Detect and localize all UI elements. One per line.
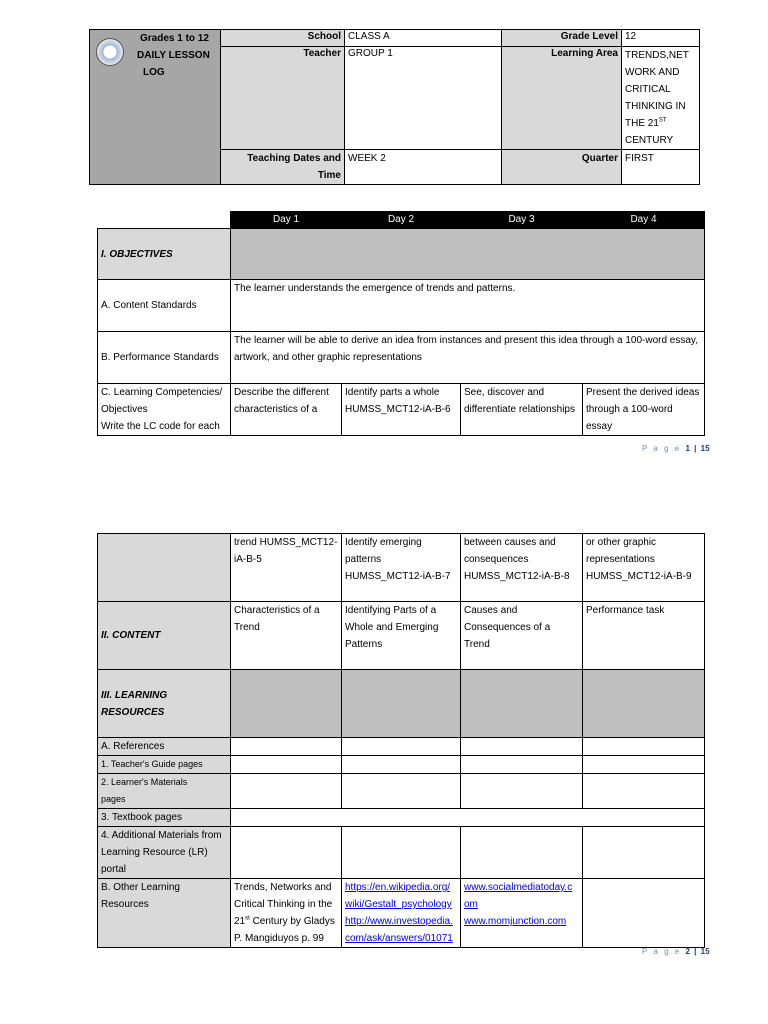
content-standards-text: The learner understands the emergence of trends and patterns.: [231, 280, 705, 332]
page-number-1: P a g e 1 | 15: [642, 444, 710, 453]
content-day-3: Causes and Consequences of a Trend: [461, 602, 583, 670]
learning-competencies-label: C. Learning Competencies/ Objectives Write the LC code for each: [98, 384, 231, 436]
competency-day-1: Describe the different characteristics of a: [231, 384, 342, 436]
competency-day-4: Present the derived ideas through a 100-word essay: [583, 384, 705, 436]
continued-day-3: between causes and consequences HUMSS_MCT12-iA-B-8: [461, 534, 583, 602]
logo-cell: [90, 30, 221, 185]
references-label: A. References: [98, 738, 231, 756]
objectives-heading: I. OBJECTIVES: [98, 229, 231, 280]
performance-standards-label: B. Performance Standards: [98, 332, 231, 384]
teaching-dates-value: WEEK 2: [345, 150, 502, 185]
log-title-1: DAILY LESSON: [137, 50, 210, 61]
resources-day-3: [461, 670, 583, 738]
socialmediatoday-link-cont[interactable]: om: [464, 899, 478, 910]
socialmediatoday-link[interactable]: www.socialmediatoday.c: [464, 882, 573, 893]
day-header-2: Day 2: [342, 212, 461, 229]
other-resources-label: B. Other Learning Resources: [98, 879, 231, 948]
content-day-2: Identifying Parts of a Whole and Emerging Patterns: [342, 602, 461, 670]
resources-day-1: [231, 670, 342, 738]
page-number-2: P a g e 2 | 15: [642, 947, 710, 956]
continued-day-2: Identify emerging patterns HUMSS_MCT12-iA-B-7: [342, 534, 461, 602]
content-day-1: Characteristics of a Trend: [231, 602, 342, 670]
learning-resources-heading: III. LEARNING RESOURCES: [98, 670, 231, 738]
teachers-guide-label: 1. Teacher's Guide pages: [98, 756, 231, 774]
investopedia-link-cont[interactable]: com/ask/answers/01071: [345, 933, 453, 944]
teacher-label: Teacher: [221, 47, 345, 150]
wikipedia-link[interactable]: https://en.wikipedia.org/: [345, 882, 451, 893]
competency-day-2: Identify parts a whole HUMSS_MCT12-iA-B-6: [342, 384, 461, 436]
day-header-1: Day 1: [231, 212, 342, 229]
content-standards-label: A. Content Standards: [98, 280, 231, 332]
learning-area-label: Learning Area: [502, 47, 622, 150]
log-title-2: LOG: [143, 67, 165, 78]
content-day-4: Performance task: [583, 602, 705, 670]
additional-materials-label: 4. Additional Materials from Learning Resource (LR) portal: [98, 827, 231, 879]
other-resources-day-4: [583, 879, 705, 948]
continued-label-cell: [98, 534, 231, 602]
other-resources-day-3: [461, 879, 583, 948]
deped-seal-icon: [96, 38, 124, 66]
teaching-dates-label: Teaching Dates and Time: [221, 150, 345, 185]
investopedia-link[interactable]: http://www.investopedia.: [345, 916, 453, 927]
school-label: School: [221, 30, 345, 47]
grades-label: Grades 1 to 12: [140, 33, 209, 44]
momjunction-link[interactable]: www.momjunction.com: [464, 916, 567, 927]
performance-standards-text: The learner will be able to derive an idea from instances and present this idea through a 100-word essay, artwork, and other graphic representations: [231, 332, 705, 384]
page1-table: [97, 211, 705, 436]
header-table: [89, 29, 700, 185]
learners-materials-label: 2. Learner's Materials pages: [98, 774, 231, 809]
quarter-value: FIRST: [622, 150, 700, 185]
wikipedia-link-cont[interactable]: wiki/Gestalt_psychology: [345, 899, 452, 910]
quarter-label: Quarter: [502, 150, 622, 185]
teacher-value: GROUP 1: [345, 47, 502, 150]
continued-day-1: trend HUMSS_MCT12- iA-B-5: [231, 534, 342, 602]
other-resources-day-1: Trends, Networks and Critical Thinking in the 21st Century by Gladys P. Mangiduyos p. 99: [231, 879, 342, 948]
competency-day-3: See, discover and differentiate relationships: [461, 384, 583, 436]
grade-level-label: Grade Level: [502, 30, 622, 47]
other-resources-day-2: [342, 879, 461, 948]
learning-area-value: TRENDS,NET WORK AND CRITICAL THINKING IN THE 21ST CENTURY: [622, 47, 700, 150]
day-header-3: Day 3: [461, 212, 583, 229]
resources-day-2: [342, 670, 461, 738]
resources-day-4: [583, 670, 705, 738]
day-header-4: Day 4: [583, 212, 705, 229]
content-heading: II. CONTENT: [98, 602, 231, 670]
textbook-label: 3. Textbook pages: [98, 809, 231, 827]
objectives-content: [231, 229, 705, 280]
school-value: CLASS A: [345, 30, 502, 47]
grade-level-value: 12: [622, 30, 700, 47]
page2-table: [97, 533, 705, 948]
continued-day-4: or other graphic representations HUMSS_MCT12-iA-B-9: [583, 534, 705, 602]
